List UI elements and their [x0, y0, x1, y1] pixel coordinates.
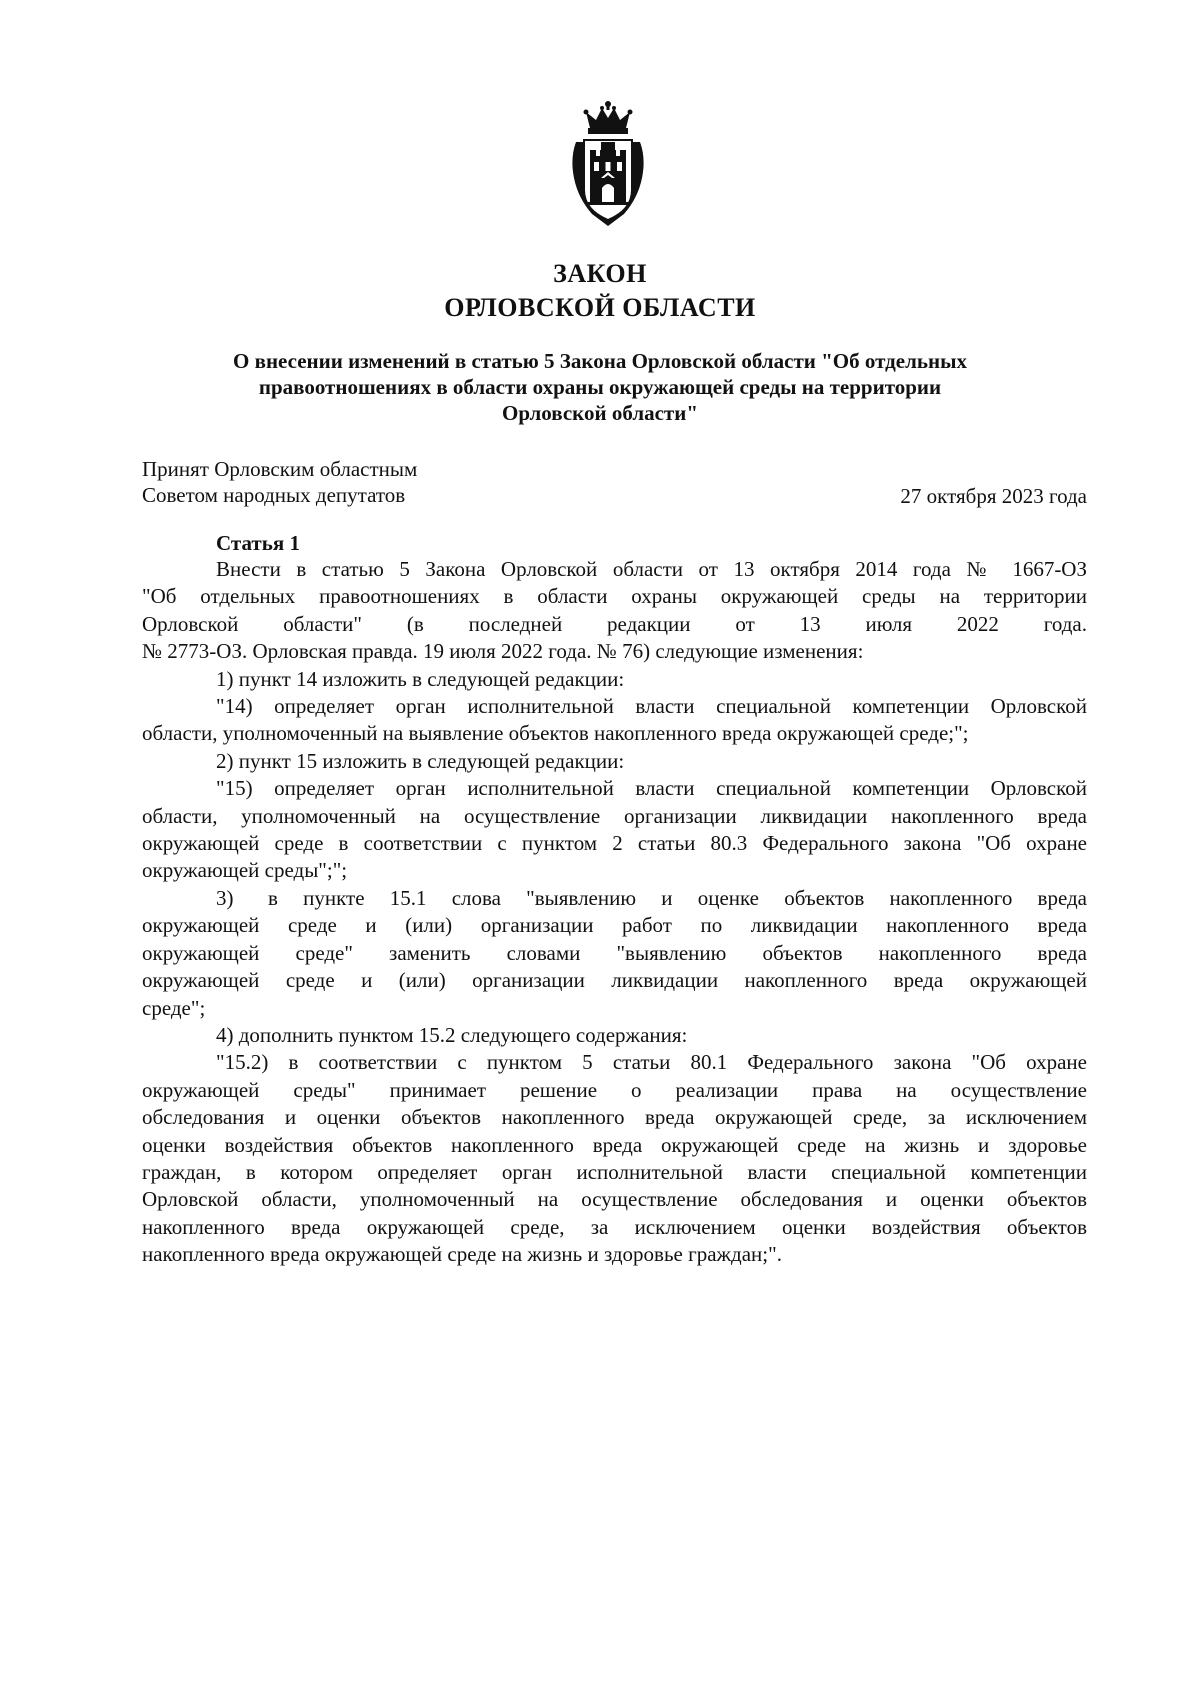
adoption-authority — [142, 456, 417, 508]
adoption-date: 27 октября 2023 года — [900, 484, 1087, 508]
subtitle-line: О внесении изменений в статью 5 Закона Орловской области "Об отдельных — [233, 349, 967, 373]
body-line: области, уполномоченный на осуществление организации ликвидации накопленного вреда — [142, 803, 1087, 828]
item-number: 3) — [216, 885, 234, 910]
item-text: в пункте 15.1 слова "выявлению и оценке объектов накопленного вреда — [268, 885, 1087, 910]
article-body — [142, 556, 1087, 1269]
body-line: окружающей среде и (или) организации работ по ликвидации накопленного вреда — [142, 913, 1087, 938]
subtitle-line: Орловской области" — [502, 401, 698, 425]
law-title-line-2: ОРЛОВСКОЙ ОБЛАСТИ — [444, 293, 756, 322]
body-line: Орловской области, уполномоченный на осуществление обследования и оценки объектов — [142, 1187, 1087, 1212]
adoption-line-1: Принят Орловским областным — [142, 457, 418, 481]
body-line: "Об отдельных правоотношениях в области охраны окружающей среды на территории — [142, 584, 1087, 609]
body-line: "15.2) в соответствии с пунктом 5 статьи 80.1 Федерального закона "Об охране — [216, 1050, 1087, 1075]
body-line: Орловской области" (в последней редакции от 13 июля 2022 года. — [142, 611, 1087, 636]
body-line: обследования и оценки объектов накопленного вреда окружающей среде, за исключением — [142, 1105, 1087, 1130]
law-subtitle — [150, 348, 1050, 426]
body-line: среде"; — [142, 995, 206, 1020]
body-line: оценки воздействия объектов накопленного вреда окружающей среде на жизнь и здоровье — [142, 1132, 1087, 1157]
body-line: области, уполномоченный на выявление объектов накопленного вреда окружающей среде;"; — [142, 721, 969, 746]
body-line: Внести в статью 5 Закона Орловской области от 13 октября 2014 года № 1667-ОЗ — [216, 557, 1087, 581]
body-line: 4) дополнить пунктом 15.2 следующего содержания: — [216, 1022, 688, 1047]
body-line: "15) определяет орган исполнительной власти специальной компетенции Орловской — [216, 776, 1087, 801]
adoption-line-2: Советом народных депутатов — [142, 483, 406, 507]
law-title-line-1: ЗАКОН — [553, 259, 647, 288]
article-heading: Статья 1 — [216, 531, 300, 555]
body-line: окружающей среде в соответствии с пунктом 2 статьи 80.3 Федерального закона "Об охране — [142, 831, 1087, 856]
body-line-item-3 — [142, 885, 1087, 912]
body-line: № 2773-ОЗ. Орловская правда. 19 июля 2022 года. № 76) следующие изменения: — [142, 639, 864, 664]
body-line: 2) пункт 15 изложить в следующей редакции: — [216, 748, 625, 773]
body-line: граждан, в котором определяет орган исполнительной власти специальной компетенции — [142, 1159, 1087, 1184]
body-line: окружающей среды";"; — [142, 858, 348, 883]
body-line: окружающей среде" заменить словами "выявлению объектов накопленного вреда — [142, 940, 1087, 965]
body-line: окружающей среды" принимает решение о реализации права на осуществление — [142, 1077, 1087, 1102]
body-line: накопленного вреда окружающей среде, за исключением оценки воздействия объектов — [142, 1214, 1087, 1239]
body-line: 1) пункт 14 изложить в следующей редакции: — [216, 666, 625, 691]
body-line: окружающей среде и (или) организации ликвидации накопленного вреда окружающей — [142, 968, 1087, 993]
subtitle-line: правоотношениях в области охраны окружающей среды на территории — [258, 375, 942, 399]
coat-of-arms-emblem — [568, 98, 648, 233]
body-line: "14) определяет орган исполнительной власти специальной компетенции Орловской — [216, 694, 1087, 719]
body-line: накопленного вреда окружающей среде на жизнь и здоровье граждан;". — [142, 1242, 782, 1267]
